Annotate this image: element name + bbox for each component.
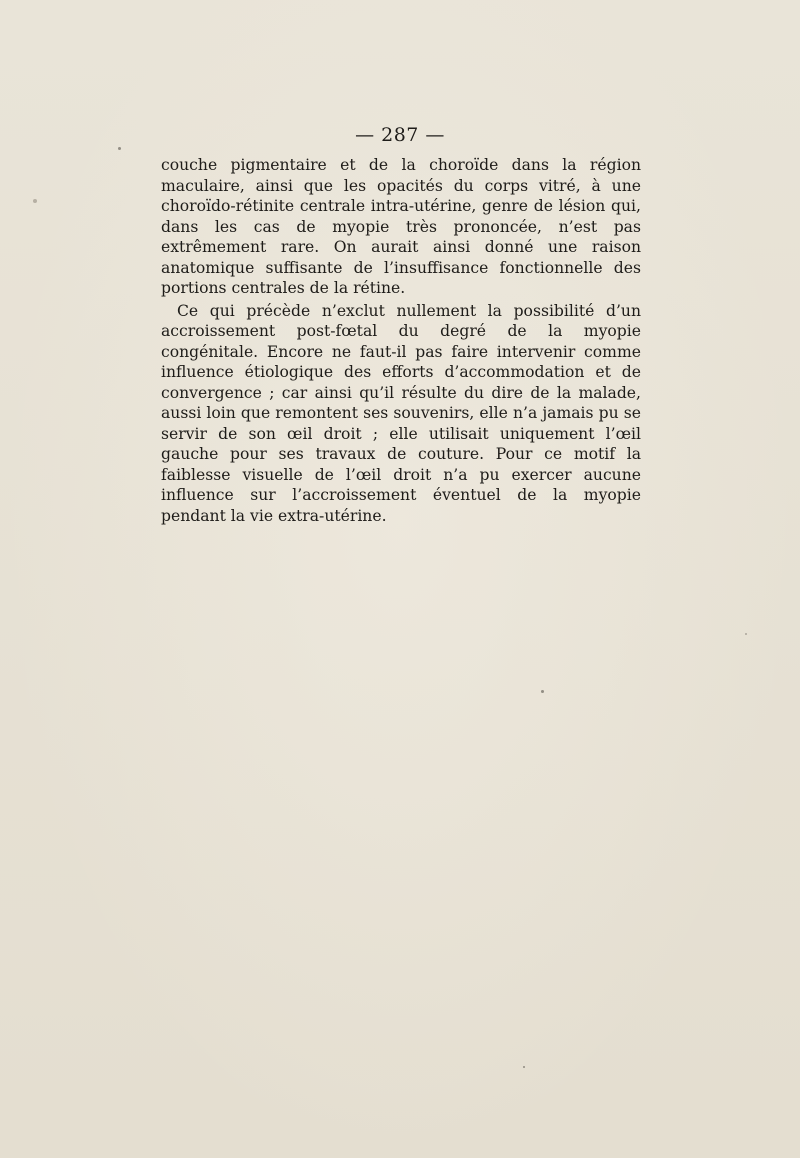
paper-speck: [745, 633, 747, 635]
paragraph-1: couche pigmentaire et de la choroïde dans la région maculaire, ainsi que les opacités du corps vitré, à une choroïdo-rétinite centrale intra-utérine, genre de lésion qui, dans les cas de myopie très prononcée, n’est pas extrêmement rare. On aurait ainsi donné une raison anatomique suffisante de l’insuffisance fonctionnelle des portions centrales de la rétine.: [161, 156, 641, 297]
paper-speck: [118, 147, 121, 150]
paper-speck: [33, 199, 37, 203]
page-number: — 287 —: [355, 124, 445, 146]
paper-speck: [523, 1066, 525, 1068]
paper-speck: [541, 690, 544, 693]
paragraph-2: Ce qui précède n’exclut nullement la possibilité d’un accroissement post-fœtal du degré de la myopie congénitale. Encore ne faut-il pas faire intervenir comme influence étiologique des efforts d’accommodation et de convergence ; car ainsi qu’il résulte du dire de la malade, aussi loin que remontent ses souvenirs, elle n’a jamais pu se servir de son œil droit ; elle utilisait uniquement l’œil gauche pour ses travaux de couture. Pour ce motif la faiblesse visuelle de l’œil droit n’a pu exercer aucune influence sur l’accroissement éventuel de la myopie pendant la vie extra-utérine.: [161, 301, 641, 525]
body-text: [161, 155, 641, 526]
